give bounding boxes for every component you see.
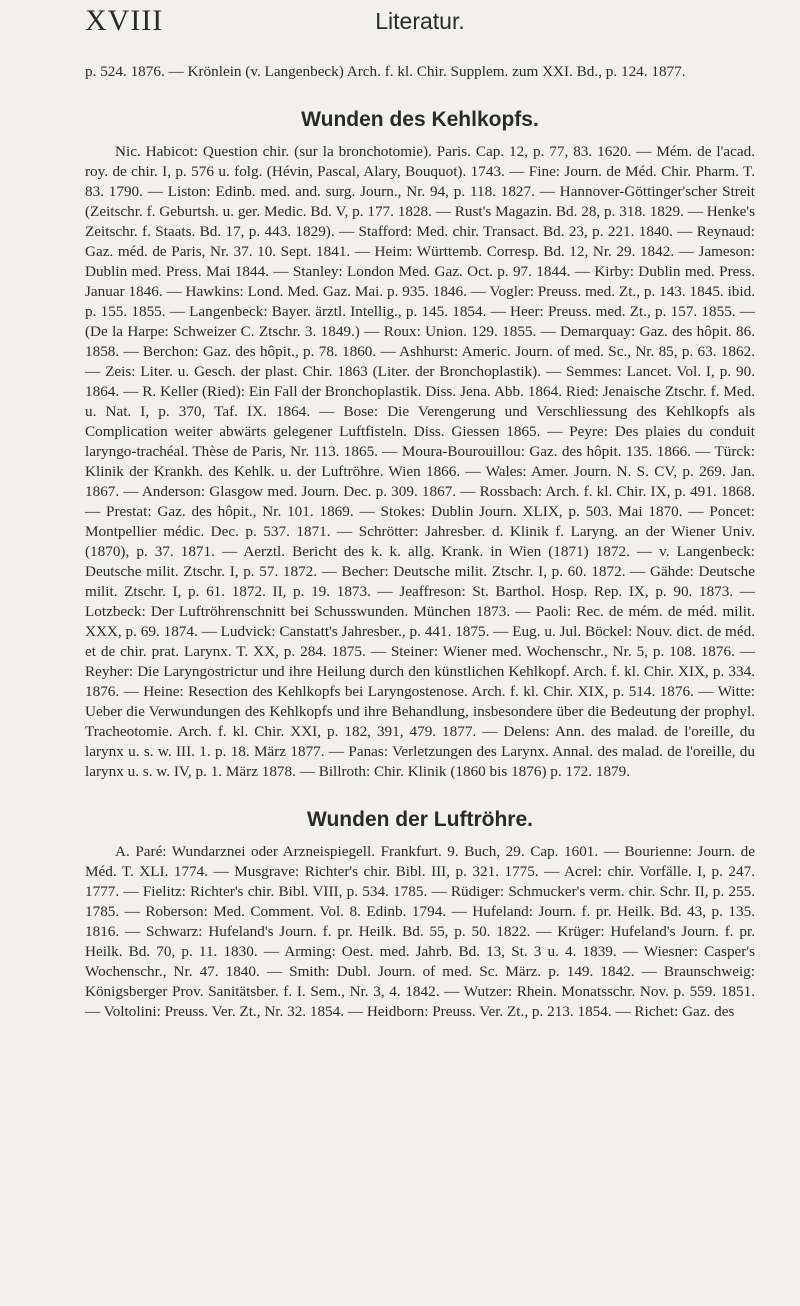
section-body-kehlkopf: Nic. Habicot: Question chir. (sur la bronchotomie). Paris. Cap. 12, p. 77, 83. 1620. — Mém. de l'acad. roy. de chir. I, p. 576 u. folg. (Hévin, Pascal, Alary, Bouquot). 1743. — Fine: Journ. de Méd. Chir. Pharm. T. 83. 1790. — Liston: Edinb. med. and. surg. Journ., Nr. 94, p. 118. 1827. — Hannover-Göttinger'scher Streit (Zeitschr. f. Geburtsh. u. ger. Medic. Bd. V, p. 177. 1828. — Rust's Magazin. Bd. 28, p. 318. 1829. — Henke's Zeitschr. f. Staats. Bd. 17, p. 443. 1829). — Stafford: Med. chir. Transact. Bd. 23, p. 221. 1840. — Reynaud: Gaz. méd. de Paris, Nr. 37. 10. Sept. 1841. — Heim: Württemb. Corresp. Bd. 12, Nr. 29. 1842. — Jameson: Dublin med. Press. Mai 1844. — Stanley: London Med. Gaz. Oct. p. 97. 1844. — Kirby: Dublin med. Press. Januar 1846. — Hawkins: Lond. Med. Gaz. Mai. p. 935. 1846. — Vogler: Preuss. med. Zt., p. 143. 1845. ibid. p. 155. 1855. — Langenbeck: Bayer. ärztl. Intellig., p. 145. 1854. — Heer: Preuss. med. Zt., p. 157. 1855. — (De la Harpe: Schweizer C. Ztschr. 3. 1849.) — Roux: Union. 129. 1855. — Demarquay: Gaz. des hôpit. 86. 1858. — Berchon: Gaz. des hôpit., p. 78. 1860. — Ashhurst: Americ. Journ. of med. Sc., Nr. 85, p. 63. 1862. — Zeis: Liter. u. Gesch. der plast. Chir. 1863 (Liter. der Bronchoplastik). — Semmes: Lancet. Vol. I, p. 90. 1864. — R. Keller (Ried): Ein Fall der Bronchoplastik. Diss. Jena. Abb. 1864. Ried: Jenaische Ztschr. f. Med. u. Nat. I, p. 370, Taf. IX. 1864. — Bose: Die Verengerung und Verschliessung des Kehlkopfs als Complication weiter abwärts gelegener Luftfisteln. Diss. Giessen 1865. — Peyre: Des plaies du conduit laryngo-trachéal. Thèse de Paris, Nr. 113. 1865. — Moura-Bourouillou: Gaz. des hôpit. 135. 1866. — Türck: Klinik der Krankh. des Kehlk. u. der Luftröhre. Wien 1866. — Wales: Amer. Journ. N. S. CV, p. 269. Jan. 1867. — Anderson: Glasgow med. Journ. Dec. p. 309. 1867. — Rossbach: Arch. f. kl. Chir. IX, p. 491. 1868. — Prestat: Gaz. des hôpit., Nr. 101. 1869. — Stokes: Dublin Journ. XLIX, p. 503. Mai 1870. — Poncet: Montpellier médic. Dec. p. 537. 1871. — Schrötter: Jahresber. d. Klinik f. Laryng. an der Wiener Univ. (1870), p. 37. 1871. — Aerztl. Bericht des k. k. allg. Krank. in Wien (1871) 1872. — v. Langenbeck: Deutsche milit. Ztschr. I, p. 57. 1872. — Becher: Deutsche milit. Ztschr. I, p. 60. 1872. — Gähde: Deutsche milit. Ztschr. I, p. 61. 1872. II, p. 19. 1873. — Jeaffreson: St. Barthol. Hosp. Rep. IX, p. 90. 1873. — Lotzbeck: Der Luftröhrenschnitt bei Schusswunden. München 1873. — Paoli: Rec. de mém. de méd. milit. XXX, p. 69. 1874. — Ludvick: Canstatt's Jahresber., p. 441. 1875. — Eug. u. Jul. Böckel: Nouv. dict. de méd. et de chir. prat. Larynx. T. XX, p. 284. 1875. — Steiner: Wiener med. Wochenschr., Nr. 5, p. 108. 1876. — Reyher: Die Laryngostrictur und ihre Heilung durch den künstlichen Kehlkopf. Arch. f. kl. Chir. XIX, p. 334. 1876. — Heine: Resection des Kehlkopfs bei Laryngostenose. Arch. f. kl. Chir. XIX, p. 514. 1876. — Witte: Ueber die Verwundungen des Kehlkopfs und ihre Behandlung, insbesondere über die Bedeutung der prophyl. Tracheotomie. Arch. f. kl. Chir. XXI, p. 182, 391, 479. 1877. — Delens: Ann. des malad. de l'oreille, du larynx u. s. w. III. 1. p. 18. März 1877. — Panas: Verletzungen des Larynx. Annal. des malad. de l'oreille, du larynx u. s. w. IV, p. 1. März 1878. — Billroth: Chir. Klinik (1860 bis 1876) p. 172. 1879. (85, 143, 755, 780)
section-title-luftroehre: Wunden der Luftröhre. (307, 808, 533, 831)
running-head (85, 0, 755, 62)
page-number: XVIII (85, 4, 164, 37)
section-title-kehlkopf: Wunden des Kehlkopfs. (301, 108, 539, 131)
running-title: Literatur. (375, 8, 465, 34)
section-body-luftroehre: A. Paré: Wundarznei oder Arzneispiegell. Frankfurt. 9. Buch, 29. Cap. 1601. — Bourienne: Journ. de Méd. T. XLI. 1774. — Musgrave: Richter's chir. Bibl. III, p. 321. 1775. — Acrel: chir. Vorfälle. I, p. 247. 1777. — Fielitz: Richter's chir. Bibl. VIII, p. 534. 1785. — Rüdiger: Schmucker's verm. chir. Schr. II, p. 255. 1785. — Roberson: Med. Comment. Vol. 8. Edinb. 1794. — Hufeland: Journ. f. pr. Heilk. Bd. 43, p. 135. 1816. — Schwarz: Hufeland's Journ. f. pr. Heilk. Bd. 55, p. 50. 1822. — Krüger: Hufeland's Journ. f. pr. Heilk. Bd. 70, p. 11. 1830. — Arming: Oest. med. Jahrb. Bd. 13, St. 3 u. 4. 1839. — Wiesner: Casper's Wochenschr., Nr. 47. 1840. — Smith: Dubl. Journ. of med. Sc. März. p. 149. 1842. — Braunschweig: Königsberger Prov. Sanitätsber. f. I. Sem., Nr. 3, 4. 1842. — Wutzer: Rhein. Monatsschr. Nov. p. 559. 1851. — Voltolini: Preuss. Ver. Zt., Nr. 32. 1854. — Heidborn: Preuss. Ver. Zt., p. 213. 1854. — Richet: Gaz. des (85, 843, 755, 1020)
intro-paragraph: p. 524. 1876. — Krönlein (v. Langenbeck) Arch. f. kl. Chir. Supplem. zum XXI. Bd., p. 124. 1877. (85, 63, 686, 80)
